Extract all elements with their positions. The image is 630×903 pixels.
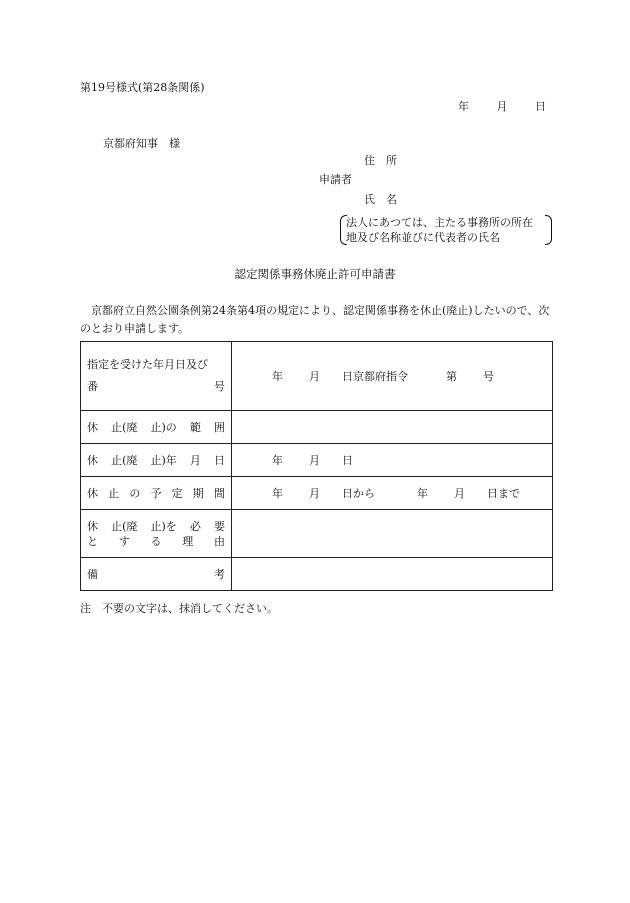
suspension-date-value-cell[interactable]: [232, 444, 553, 477]
label-char: 休: [87, 454, 98, 467]
table-row: [81, 411, 553, 444]
application-table: [80, 341, 553, 591]
table-row: [81, 444, 553, 477]
designation-label-go: 号: [214, 380, 225, 393]
label-char: 備: [87, 568, 98, 581]
period-start-year: 年: [272, 487, 283, 500]
label-char: 由: [214, 534, 225, 548]
designation-label-cell: [81, 342, 232, 411]
label-char: 休: [87, 519, 98, 533]
label-char: 止(廃: [111, 454, 138, 467]
designation-month: 月: [309, 370, 320, 383]
label-char: 止(廃: [111, 421, 138, 434]
table-row: [81, 477, 553, 510]
period-end-year: 年: [417, 487, 428, 500]
designation-year: 年: [272, 370, 283, 383]
label-char: 休: [87, 421, 98, 434]
suspension-year: 年: [272, 454, 283, 467]
label-char: 休: [87, 487, 98, 500]
footnote: 注 不要の文字は、抹消してください。: [80, 602, 278, 615]
remarks-label-cell: [81, 558, 232, 591]
addressee: 京都府知事 様: [103, 137, 180, 150]
label-char: 定: [171, 487, 183, 500]
label-char: 範: [189, 421, 201, 434]
label-char: 止)を: [150, 519, 177, 533]
planned-period-label-cell: [81, 477, 232, 510]
corporation-note: [340, 214, 552, 246]
applicant-label: 申請者: [319, 173, 352, 186]
suspension-month: 月: [309, 454, 320, 467]
period-end-day: 日まで: [487, 487, 520, 500]
suspension-day: 日: [342, 454, 353, 467]
corp-note-line2: 地及び名称並びに代表者の氏名: [346, 231, 500, 244]
designation-label-line1: 指定を受けた年月日及び: [87, 358, 208, 371]
application-date: [458, 100, 546, 114]
period-start-month: 月: [309, 487, 320, 500]
body-text: 京都府立自然公園条例第24条第4項の規定により、認定関係事務を休止(廃止)したいので、次のとおり申請します。: [80, 304, 550, 335]
designation-label-ban: 番: [87, 380, 98, 393]
label-char: 要: [213, 519, 225, 533]
date-day: 日: [535, 100, 546, 113]
form-number-label: 第19号様式(第28条関係): [80, 81, 205, 94]
date-year: 年: [458, 100, 469, 113]
document-title: 認定関係事務休廃止許可申請書: [234, 267, 396, 281]
name-label: 氏 名: [364, 193, 397, 206]
corp-note-line1: 法人にあつては、主たる事務所の所在: [346, 216, 533, 229]
label-char: 止)の: [150, 421, 177, 434]
designation-number-dai: 第: [446, 370, 457, 383]
label-char: 理: [182, 534, 194, 548]
label-char: 期: [192, 487, 204, 500]
table-row: [81, 558, 553, 591]
table-row: [81, 510, 553, 558]
label-char: 止)年: [150, 454, 177, 467]
label-char: 止: [108, 487, 120, 500]
suspension-date-label-cell: [81, 444, 232, 477]
planned-period-value-cell[interactable]: [232, 477, 553, 510]
scope-value-cell[interactable]: [232, 411, 553, 444]
reason-value-cell[interactable]: [232, 510, 553, 558]
label-char: と: [87, 534, 98, 548]
period-end-month: 月: [454, 487, 465, 500]
reason-label-cell: [81, 510, 232, 558]
label-char: 月: [189, 454, 201, 467]
label-char: 考: [214, 568, 225, 581]
date-month: 月: [496, 100, 508, 113]
designation-value-cell[interactable]: [232, 342, 553, 411]
address-label: 住 所: [364, 154, 397, 167]
remarks-value-cell[interactable]: [232, 558, 553, 591]
designation-day-order: 日京都府指令: [342, 370, 408, 383]
label-char: る: [150, 534, 162, 548]
label-char: 止(廃: [111, 519, 138, 533]
label-char: す: [118, 534, 130, 548]
label-char: 日: [213, 454, 225, 467]
period-start-day: 日から: [342, 487, 375, 500]
designation-number-go: 号: [483, 370, 494, 383]
label-char: 必: [189, 519, 201, 533]
table-row: [81, 342, 553, 411]
scope-label-cell: [81, 411, 232, 444]
label-char: 囲: [213, 421, 225, 434]
label-char: の: [129, 487, 141, 500]
label-char: 間: [213, 487, 225, 500]
right-bracket: [545, 215, 552, 245]
label-char: 予: [150, 487, 162, 500]
